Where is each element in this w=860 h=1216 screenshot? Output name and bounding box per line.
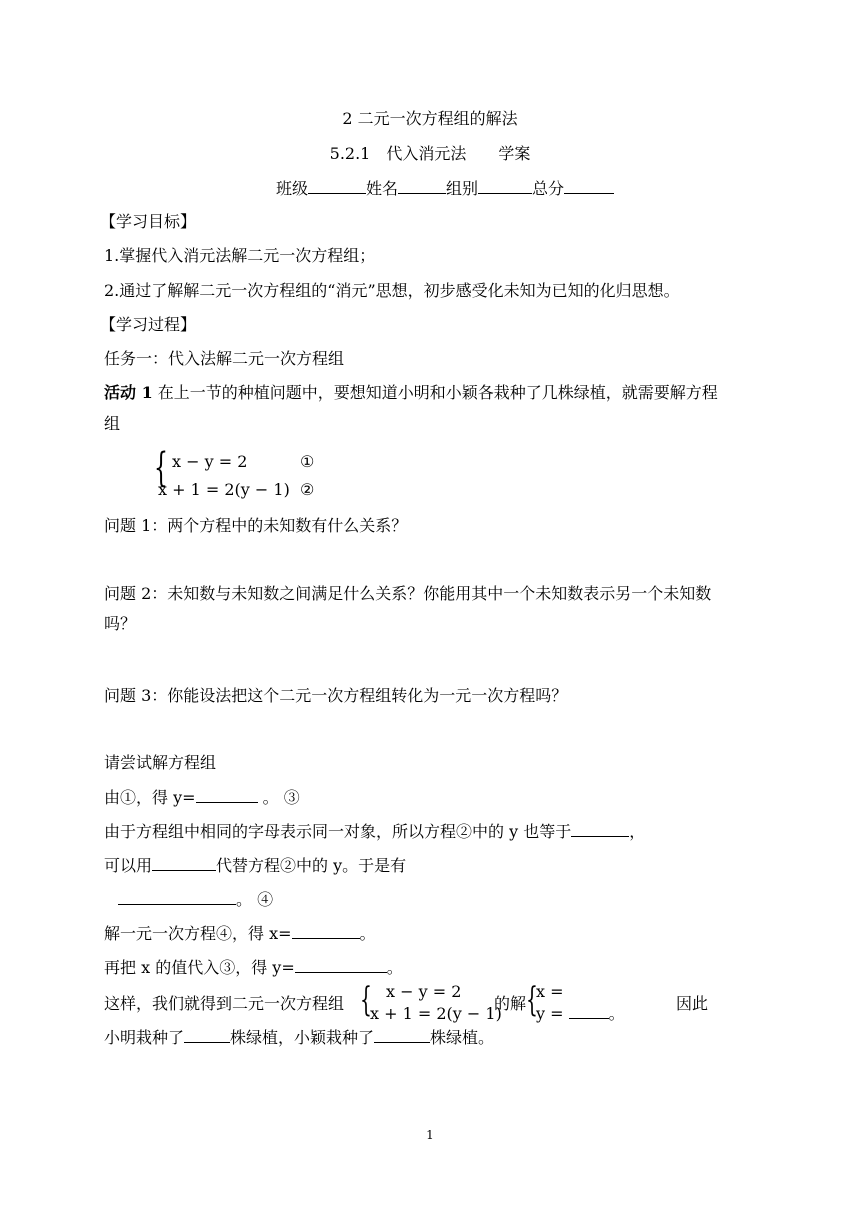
question-2-line-1: 问题 2：未知数与未知数之间满足什么关系？你能用其中一个未知数表示另一个未知数 <box>104 584 712 603</box>
step-8-text-c: 株绿植。 <box>430 1028 495 1047</box>
step-7-sol-1: x = <box>536 982 564 1001</box>
step-1-text: 由①，得 y= <box>104 788 196 807</box>
step-1-blank[interactable] <box>196 786 258 803</box>
step-7-eq-2: x + 1 = 2(y − 1) <box>370 1004 502 1023</box>
step-5-blank[interactable] <box>292 922 360 939</box>
step-7-sol-2-text: y = <box>536 1004 569 1023</box>
step-8-blank-2[interactable] <box>374 1026 430 1043</box>
score-blank[interactable] <box>564 177 614 194</box>
step-5-text: 解一元一次方程④，得 x= <box>104 924 292 943</box>
info-line <box>276 177 614 200</box>
activity-label: 活动 1 <box>104 383 153 402</box>
step-7-sol-2 <box>536 1003 625 1025</box>
step-7-mid: 的解 <box>494 994 527 1013</box>
step-2-comma: ， <box>629 822 646 841</box>
solve-step-5 <box>104 922 376 945</box>
step-7-therefore: 因此 <box>676 994 709 1013</box>
score-label: 总分 <box>532 179 565 198</box>
step-3-text: 可以用 <box>104 856 153 875</box>
activity-text: 在上一节的种植问题中，要想知道小明和小颖各栽种了几株绿植，就需要解方程 <box>152 383 718 402</box>
page-title: 2 二元一次方程组的解法 <box>342 109 518 128</box>
solve-step-1 <box>104 786 300 809</box>
equation-1: x − y = 2 <box>172 452 248 471</box>
goal-1: 1.掌握代入消元法解二元一次方程组； <box>104 246 376 265</box>
solve-step-2 <box>104 820 645 843</box>
step-7-sol-blank[interactable] <box>569 1008 609 1019</box>
activity-1-line <box>104 382 718 404</box>
page-subtitle: 5.2.1 代入消元法 学案 <box>329 144 531 163</box>
name-blank[interactable] <box>398 177 446 194</box>
solve-step-8 <box>104 1026 494 1049</box>
left-brace-icon: { <box>154 445 168 491</box>
process-heading: 【学习过程】 <box>100 315 197 334</box>
solve-step-3 <box>104 854 406 877</box>
equation-2-mark: ② <box>300 480 315 499</box>
step-1-mark: 。 ③ <box>257 788 300 807</box>
step-6-blank[interactable] <box>295 956 387 973</box>
step-3-blank[interactable] <box>152 854 216 871</box>
step-5-end: 。 <box>359 924 376 943</box>
goal-2: 2.通过了解解二元一次方程组的“消元”思想，初步感受化未知为已知的化归思想。 <box>104 281 680 300</box>
question-1: 问题 1：两个方程中的未知数有什么关系？ <box>104 516 408 535</box>
solve-intro: 请尝试解方程组 <box>104 753 217 772</box>
step-7-eq-1: x − y = 2 <box>386 982 462 1001</box>
question-3: 问题 3：你能设法把这个二元一次方程组转化为一元一次方程吗？ <box>104 686 568 705</box>
left-brace-icon: { <box>360 980 372 1020</box>
step-4-mark: 。 ④ <box>236 890 274 909</box>
step-4-blank[interactable] <box>118 888 236 905</box>
step-2-blank[interactable] <box>571 820 629 837</box>
equation-2: x + 1 = 2(y − 1) <box>158 480 290 499</box>
group-label: 组别 <box>446 179 479 198</box>
step-8-text-b: 株绿植，小颖栽种了 <box>230 1028 375 1047</box>
left-brace-icon: { <box>526 980 538 1020</box>
class-label: 班级 <box>276 179 309 198</box>
group-blank[interactable] <box>478 177 532 194</box>
class-blank[interactable] <box>308 177 366 194</box>
task-1: 任务一：代入法解二元一次方程组 <box>104 349 345 368</box>
step-2-text: 由于方程组中相同的字母表示同一对象，所以方程②中的 y 也等于 <box>104 822 572 841</box>
solve-step-6 <box>104 956 403 979</box>
page-number: 1 <box>426 1128 434 1142</box>
question-2-line-2: 吗？ <box>104 614 137 633</box>
step-3-text-end: 代替方程②中的 y。于是有 <box>216 856 407 875</box>
step-7-text: 这样，我们就得到二元一次方程组 <box>104 994 345 1013</box>
step-6-end: 。 <box>386 958 403 977</box>
step-7-end: 。 <box>608 1004 625 1023</box>
step-6-text: 再把 x 的值代入③，得 y= <box>104 958 295 977</box>
step-8-blank-1[interactable] <box>184 1026 230 1043</box>
solve-step-4 <box>118 888 273 911</box>
goals-heading: 【学习目标】 <box>100 212 197 231</box>
step-8-text-a: 小明栽种了 <box>104 1028 185 1047</box>
activity-1-continued: 组 <box>104 414 121 433</box>
name-label: 姓名 <box>366 179 399 198</box>
equation-1-mark: ① <box>300 452 315 471</box>
